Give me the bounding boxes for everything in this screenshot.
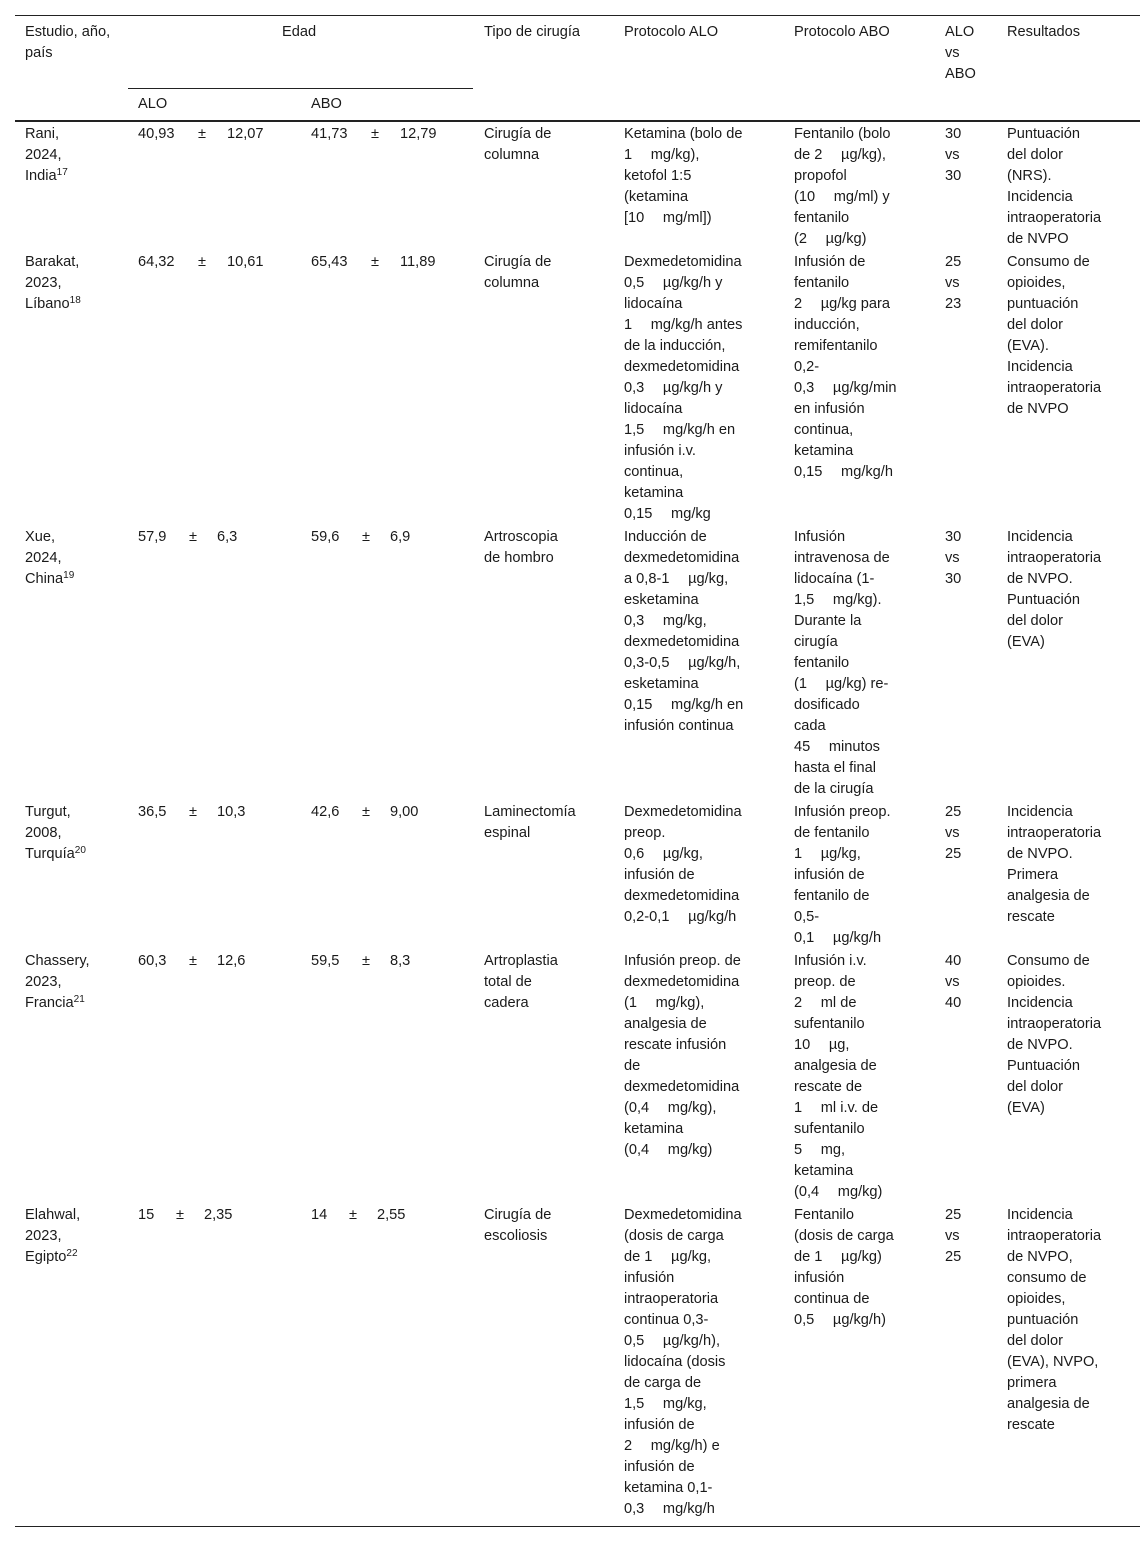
n-cell: 30 vs 30	[945, 126, 962, 184]
results-cell: Puntuación del dolor (NRS). Incidencia intraoperatoria de NVPO	[1007, 126, 1102, 247]
abo-age-sd: 12,79	[400, 126, 437, 142]
results-cell: Incidencia intraoperatoria de NVPO. Primera analgesia de rescate	[1007, 804, 1102, 925]
alo-age-mean: 60,3	[138, 953, 167, 969]
abo-age-sd: 2,55	[377, 1207, 406, 1223]
alo-age-pm: ±	[198, 126, 207, 142]
alo-protocol-cell: Dexmedetomidina preop. 0,6 µg/kg, infusión de dexmedetomidina 0,2-0,1 µg/kg/h	[624, 804, 742, 925]
study-cell: Barakat, 2023, Líbano$^{18}$	[25, 254, 81, 312]
study-cell: Chassery, 2023, Francia$^{21}$	[25, 953, 90, 1011]
abo-age-pm: ±	[349, 1207, 358, 1223]
alo-age-sd: 12,6	[217, 953, 246, 969]
alo-age-mean: 64,32	[138, 254, 175, 270]
alo-age-pm: ±	[189, 804, 198, 820]
header-surgery: Tipo de cirugía	[484, 24, 580, 40]
abo-protocol-cell: Fentanilo (dosis de carga de 1 µg/kg) infusión continua de 0,5 µg/kg/h)	[794, 1207, 894, 1328]
alo-age-sd: 2,35	[204, 1207, 233, 1223]
alo-age-sd: 10,61	[227, 254, 264, 270]
alo-age-pm: ±	[176, 1207, 185, 1223]
surgery-cell: Cirugía de columna	[484, 126, 552, 163]
alo-age-sd: 6,3	[217, 529, 238, 545]
n-cell: 25 vs 25	[945, 1207, 962, 1265]
header-alo-protocol: Protocolo ALO	[624, 24, 719, 40]
alo-protocol-cell: Ketamina (bolo de 1 mg/kg), ketofol 1:5 (ketamina [10 mg/ml])	[624, 126, 743, 226]
surgery-cell: Artroscopia de hombro	[484, 529, 558, 566]
results-cell: Incidencia intraoperatoria de NVPO. Puntuación del dolor (EVA)	[1007, 529, 1102, 650]
abo-age-pm: ±	[362, 529, 371, 545]
study-cell: Xue, 2024, China$^{19}$	[25, 529, 75, 587]
abo-protocol-cell: Infusión preop. de fentanilo 1 µg/kg, infusión de fentanilo de 0,5- 0,1 µg/kg/h	[794, 804, 891, 946]
abo-age-mean: 65,43	[311, 254, 348, 270]
results-cell: Consumo de opioides, puntuación del dolor (EVA). Incidencia intraoperatoria de NVPO	[1007, 254, 1102, 417]
abo-age-sd: 9,00	[390, 804, 419, 820]
abo-age-mean: 41,73	[311, 126, 348, 142]
alo-age-mean: 57,9	[138, 529, 167, 545]
header-abo: ABO	[311, 96, 342, 112]
abo-age-mean: 14	[311, 1207, 328, 1223]
header-divider	[15, 120, 1140, 122]
abo-age-mean: 42,6	[311, 804, 340, 820]
alo-age-sd: 10,3	[217, 804, 246, 820]
alo-protocol-cell: Dexmedetomidina 0,5 µg/kg/h y lidocaína 1 mg/kg/h antes de la inducción, dexmedetomidina 0,3 µg/kg/h y lidocaína 1,5 mg/kg/h en infusión i.v. continua, ketamina 0,15 mg/kg	[624, 254, 743, 522]
abo-protocol-cell: Infusión de fentanilo 2 µg/kg para inducción, remifentanilo 0,2- 0,3 µg/kg/min en infusión continua, ketamina 0,15 mg/kg/h	[794, 254, 897, 480]
n-cell: 25 vs 25	[945, 804, 962, 862]
surgery-cell: Laminectomía espinal	[484, 804, 576, 841]
abo-protocol-cell: Infusión intravenosa de lidocaína (1- 1,5 mg/kg). Durante la cirugía fentanilo (1 µg/kg) re- dosificado cada 45 minutos hasta el final de la cirugía	[794, 529, 890, 797]
study-cell: Turgut, 2008, Turquía$^{20}$	[25, 804, 86, 862]
abo-age-pm: ±	[362, 953, 371, 969]
study-cell: Rani, 2024, India$^{17}$	[25, 126, 68, 184]
alo-protocol-cell: Infusión preop. de dexmedetomidina (1 mg/kg), analgesia de rescate infusión de dexmedetomidina (0,4 mg/kg), ketamina (0,4 mg/kg)	[624, 953, 741, 1158]
n-cell: 30 vs 30	[945, 529, 962, 587]
abo-protocol-cell: Fentanilo (bolo de 2 µg/kg), propofol (10 mg/ml) y fentanilo (2 µg/kg)	[794, 126, 891, 247]
abo-age-pm: ±	[371, 126, 380, 142]
header-alo: ALO	[138, 96, 168, 112]
abo-protocol-cell: Infusión i.v. preop. de 2 ml de sufentanilo 10 µg, analgesia de rescate de 1 ml i.v. de sufentanilo 5 mg, ketamina (0,4 mg/kg)	[794, 953, 883, 1200]
header-results: Resultados	[1007, 24, 1081, 40]
alo-age-mean: 36,5	[138, 804, 167, 820]
n-cell: 25 vs 23	[945, 254, 962, 312]
abo-age-sd: 6,9	[390, 529, 411, 545]
header-abo-protocol: Protocolo ABO	[794, 24, 890, 40]
alo-age-pm: ±	[198, 254, 207, 270]
alo-age-mean: 40,93	[138, 126, 175, 142]
alo-protocol-cell: Dexmedetomidina (dosis de carga de 1 µg/kg, infusión intraoperatoria continua 0,3- 0,5 µg/kg/h), lidocaína (dosis de carga de 1,5 mg/kg, infusión de 2 mg/kg/h) e infusión de ketamina 0,1- 0,3 mg/kg/h	[624, 1207, 742, 1517]
abo-age-pm: ±	[371, 254, 380, 270]
alo-age-pm: ±	[189, 953, 198, 969]
abo-age-mean: 59,5	[311, 953, 340, 969]
surgery-cell: Cirugía de escoliosis	[484, 1207, 552, 1244]
header-study: Estudio, año, país	[25, 24, 111, 61]
alo-protocol-cell: Inducción de dexmedetomidina a 0,8-1 µg/kg, esketamina 0,3 mg/kg, dexmedetomidina 0,3-0,5 µg/kg/h, esketamina 0,15 mg/kg/h en infusión continua	[624, 529, 744, 734]
alo-age-sd: 12,07	[227, 126, 264, 142]
abo-age-pm: ±	[362, 804, 371, 820]
header-alo-vs-abo: ALO vs ABO	[945, 24, 976, 82]
abo-age-sd: 8,3	[390, 953, 411, 969]
n-cell: 40 vs 40	[945, 953, 962, 1011]
abo-age-sd: 11,89	[400, 254, 436, 270]
header-edad: Edad	[282, 24, 317, 40]
header-edad-divider	[128, 88, 473, 89]
data-table	[15, 15, 1140, 1527]
alo-age-mean: 15	[138, 1207, 155, 1223]
results-cell: Consumo de opioides. Incidencia intraoperatoria de NVPO. Puntuación del dolor (EVA)	[1007, 953, 1102, 1116]
results-cell: Incidencia intraoperatoria de NVPO, consumo de opioides, puntuación del dolor (EVA), NVPO, primera analgesia de rescate	[1007, 1207, 1102, 1433]
alo-age-pm: ±	[189, 529, 198, 545]
surgery-cell: Cirugía de columna	[484, 254, 552, 291]
abo-age-mean: 59,6	[311, 529, 340, 545]
surgery-cell: Artroplastia total de cadera	[484, 953, 558, 1011]
study-cell: Elahwal, 2023, Egipto$^{22}$	[25, 1207, 81, 1265]
